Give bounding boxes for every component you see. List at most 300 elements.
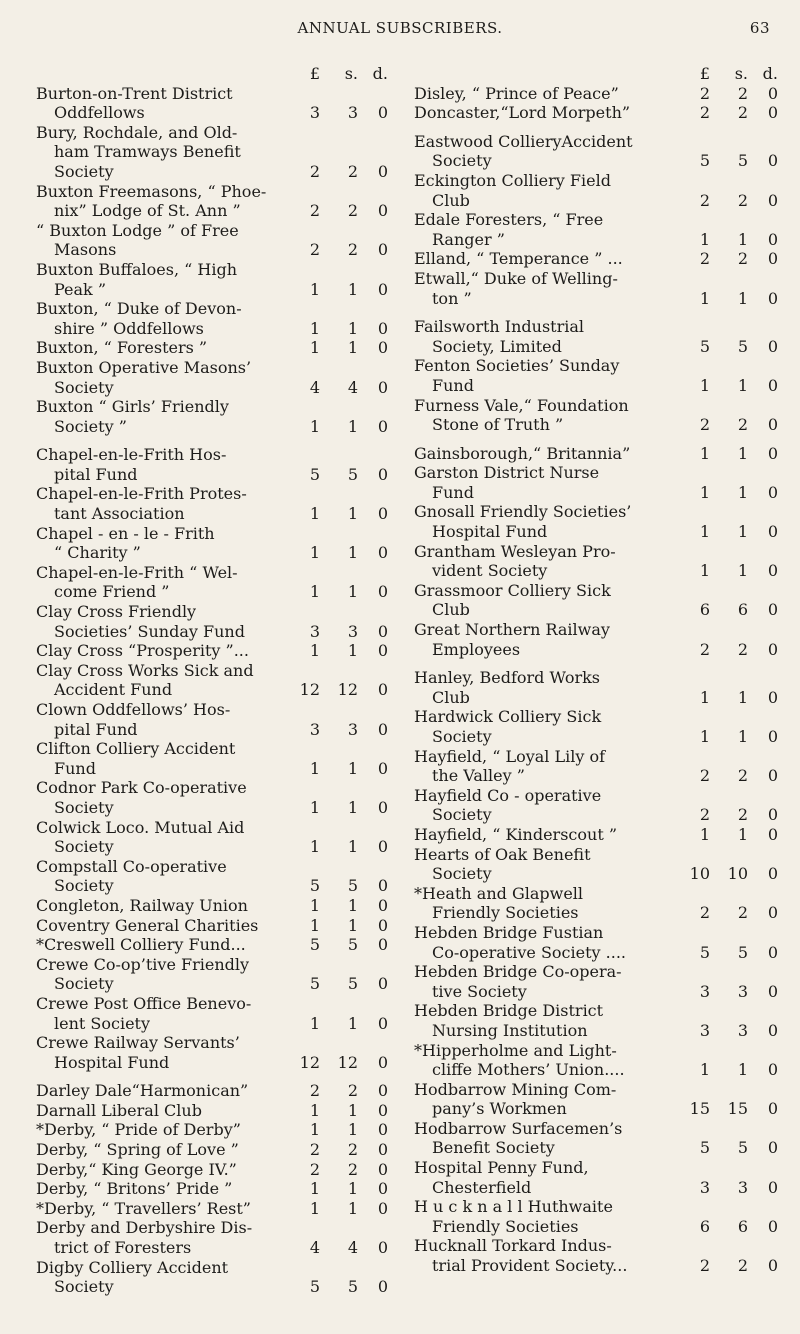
amount-pence: 0	[767, 229, 778, 249]
subscription-amount	[302, 1238, 390, 1258]
amount-shillings: 2	[737, 805, 748, 825]
pounds-header: £	[699, 64, 710, 83]
amount-pence: 0	[377, 201, 388, 221]
subscriber-name-continued: tant Association	[54, 504, 185, 524]
subscriber-name-continued: Society	[54, 161, 114, 181]
subscription-amount	[302, 378, 390, 398]
subscriber-entry	[36, 1033, 390, 1072]
amount-shillings: 2	[737, 190, 748, 210]
subscriber-entry	[414, 825, 780, 845]
subscription-amount	[692, 805, 780, 825]
subscription-amount	[692, 688, 780, 708]
amount-pence: 0	[377, 837, 388, 857]
subscription-amount	[689, 1099, 780, 1119]
amount-pounds: 2	[309, 1140, 320, 1160]
shillings-header: s.	[344, 64, 358, 83]
subscription-amount	[692, 903, 780, 923]
subscriber-name-continued: vident Society	[432, 561, 548, 581]
amount-pence: 0	[377, 318, 388, 338]
amount-pounds: 10	[689, 864, 710, 884]
subscriber-entry	[414, 171, 780, 210]
amount-pence: 0	[377, 719, 388, 739]
pounds-header: £	[309, 64, 320, 83]
subscriber-entry	[36, 661, 390, 700]
subscriber-name: Chapel-en-le-Frith Hos-	[36, 445, 227, 465]
amount-pounds: 2	[699, 805, 710, 825]
subscriber-name: Great Northern Railway	[414, 620, 610, 640]
subscriber-name: *Heath and Glapwell	[414, 883, 584, 903]
amount-shillings: 1	[737, 1060, 748, 1080]
amount-pounds: 2	[309, 1159, 320, 1179]
subscriber-name: Buxton Buffaloes, “ High	[36, 259, 237, 279]
subscriber-name: *Derby, “ Pride of Derby”	[36, 1120, 241, 1140]
amount-shillings: 1	[347, 758, 358, 778]
amount-pence: 0	[767, 288, 778, 308]
amount-pounds: 1	[699, 375, 710, 395]
amount-shillings: 5	[347, 464, 358, 484]
subscriber-name: Congleton, Railway Union	[36, 895, 248, 915]
subscriber-entry	[36, 338, 390, 358]
subscriber-entry	[36, 818, 390, 857]
amount-pence: 0	[767, 443, 778, 463]
subscriber-name-continued: “ Charity ”	[54, 543, 141, 563]
amount-shillings: 3	[347, 103, 358, 123]
amount-pence: 0	[377, 161, 388, 181]
subscriber-name-continued: Masons	[54, 240, 117, 260]
amount-pounds: 1	[309, 1179, 320, 1199]
subscriber-entry	[414, 1119, 780, 1158]
subscriber-name: Darnall Liberal Club	[36, 1100, 202, 1120]
subscriber-name: Compstall Co-operative	[36, 856, 227, 876]
amount-pence: 0	[767, 482, 778, 502]
subscriber-name-continued: Friendly Societies	[432, 903, 579, 923]
subscriber-name: Elland, “ Temperance ” ...	[414, 249, 623, 269]
subscriber-entry	[36, 1160, 390, 1180]
amount-shillings: 2	[737, 1256, 748, 1276]
subscriber-name: Hayfield, “ Kinderscout ”	[414, 824, 618, 844]
subscriber-name: Disley, “ Prince of Peace”	[414, 83, 619, 103]
amount-shillings: 1	[737, 443, 748, 463]
amount-pounds: 1	[699, 522, 710, 542]
subscription-amount	[302, 504, 390, 524]
amount-pounds: 1	[309, 895, 320, 915]
amount-pence: 0	[377, 1100, 388, 1120]
amount-pence: 0	[767, 864, 778, 884]
amount-pounds: 1	[309, 915, 320, 935]
subscriber-entry	[36, 778, 390, 817]
subscriber-name-continued: Society	[54, 876, 114, 896]
amount-shillings: 2	[737, 903, 748, 923]
amount-pence: 0	[767, 1138, 778, 1158]
subscriber-name-continued: pany’s Workmen	[432, 1099, 567, 1119]
amount-pence: 0	[767, 83, 778, 103]
amount-pounds: 4	[309, 1238, 320, 1258]
amount-shillings: 2	[737, 639, 748, 659]
subscriber-entry	[36, 1258, 390, 1297]
section-gap	[414, 123, 780, 132]
subscriber-name: Bury, Rochdale, and Old-	[36, 122, 238, 142]
subscriber-name: Hayfield, “ Loyal Lily of	[414, 746, 606, 766]
amount-pounds: 1	[699, 482, 710, 502]
pence-header: d.	[762, 64, 778, 83]
subscriber-entry	[36, 700, 390, 739]
subscriber-name-continued: ton ”	[432, 288, 472, 308]
amount-pence: 0	[377, 279, 388, 299]
subscriber-entry	[414, 668, 780, 707]
amount-pounds: 1	[699, 288, 710, 308]
amount-pounds: 1	[309, 758, 320, 778]
amount-pence: 0	[767, 903, 778, 923]
amount-pounds: 6	[699, 600, 710, 620]
amount-shillings: 1	[347, 543, 358, 563]
amount-pounds: 2	[309, 1081, 320, 1101]
amount-pounds: 5	[699, 151, 710, 171]
subscription-amount	[692, 337, 780, 357]
subscriber-name: Buxton Operative Masons’	[36, 357, 252, 377]
subscriber-name: Digby Colliery Accident	[36, 1257, 229, 1277]
subscriber-entry	[36, 1101, 390, 1121]
subscriber-name-continued: Club	[432, 190, 470, 210]
amount-pounds: 5	[699, 942, 710, 962]
amount-shillings: 1	[347, 895, 358, 915]
amount-pounds: 5	[699, 336, 710, 356]
subscriber-entry	[36, 524, 390, 563]
subscriber-name: Clown Oddfellows’ Hos-	[36, 700, 231, 719]
subscriber-entry	[36, 739, 390, 778]
amount-pence: 0	[377, 876, 388, 896]
amount-pounds: 1	[309, 797, 320, 817]
subscription-amount	[692, 943, 780, 963]
subscriber-entry	[414, 786, 780, 825]
amount-pence: 0	[377, 504, 388, 524]
amount-pence: 0	[767, 639, 778, 659]
subscription-amount	[692, 376, 780, 396]
section-gap	[414, 659, 780, 668]
subscriber-name: Failsworth Industrial	[414, 317, 585, 337]
subscription-amount	[302, 280, 390, 300]
subscriber-entry	[36, 358, 390, 397]
subscriber-name: Edale Foresters, “ Free	[414, 210, 604, 230]
amount-shillings: 1	[347, 338, 358, 358]
pence-header: d.	[372, 64, 388, 83]
subscriber-name: Derby and Derbyshire Dis-	[36, 1218, 253, 1238]
subscription-amount	[302, 1160, 390, 1180]
amount-pence: 0	[767, 727, 778, 746]
amount-pence: 0	[377, 621, 388, 641]
subscription-amount	[302, 543, 390, 563]
subscriber-name-continued: nix” Lodge of St. Ann ”	[54, 201, 241, 221]
subscriber-name: Colwick Loco. Mutual Aid	[36, 817, 245, 837]
subscription-amount	[692, 766, 780, 786]
subscription-amount	[302, 240, 390, 260]
subscriber-entry	[36, 484, 390, 523]
subscriber-name-continued: Fund	[432, 482, 474, 502]
subscriber-name-continued: Friendly Societies	[432, 1216, 579, 1236]
subscriber-name-continued: trial Provident Society...	[432, 1256, 628, 1276]
subscriber-name-continued: Chesterfield	[432, 1177, 532, 1197]
amount-pounds: 1	[699, 561, 710, 581]
amount-pence: 0	[377, 1120, 388, 1140]
section-gap	[414, 308, 780, 317]
amount-pence: 0	[377, 758, 388, 778]
subscriber-name-continued: Society	[54, 1277, 114, 1297]
subscription-amount	[299, 1052, 390, 1073]
amount-pounds: 3	[309, 103, 320, 123]
subscriber-name: Gnosall Friendly Societies’	[414, 502, 632, 522]
left-money-header	[36, 64, 390, 84]
subscriber-name: *Creswell Colliery Fund...	[36, 935, 246, 955]
amount-shillings: 3	[737, 1020, 748, 1040]
subscriber-entry	[36, 896, 390, 916]
subscriber-entry	[36, 955, 390, 994]
amount-pence: 0	[767, 103, 778, 123]
subscriber-entry	[414, 747, 780, 786]
subscriber-entry	[36, 1179, 390, 1199]
subscription-amount	[302, 916, 390, 936]
subscriber-name: Hanley, Bedford Works	[414, 668, 601, 688]
amount-pence: 0	[377, 641, 388, 661]
amount-shillings: 1	[737, 824, 748, 844]
subscription-amount	[692, 84, 780, 104]
amount-pence: 0	[377, 1081, 388, 1101]
subscriber-name-continued: Fund	[54, 758, 96, 778]
amount-pence: 0	[377, 543, 388, 563]
subscription-amount	[302, 162, 390, 182]
subscriber-entry	[36, 445, 390, 484]
amount-pence: 0	[767, 151, 778, 171]
subscriber-name: Derby, “ Spring of Love ”	[36, 1140, 239, 1160]
amount-pounds: 2	[309, 161, 320, 181]
amount-pence: 0	[767, 522, 778, 542]
amount-pence: 0	[377, 1140, 388, 1160]
subscriber-name-continued: Societies’ Sunday Fund	[54, 621, 245, 641]
amount-shillings: 15	[727, 1099, 748, 1119]
subscriber-name: Crewe Post Office Benevo-	[36, 993, 252, 1013]
subscriber-name: Buxton “ Girls’ Friendly	[36, 397, 229, 417]
subscriber-name: Hardwick Colliery Sick	[414, 707, 602, 727]
amount-pence: 0	[767, 942, 778, 962]
subscriber-entry	[36, 1081, 390, 1101]
amount-pounds: 6	[699, 1216, 710, 1236]
amount-shillings: 1	[347, 582, 358, 602]
amount-pounds: 1	[699, 443, 710, 463]
subscriber-entry	[36, 1140, 390, 1160]
amount-pounds: 1	[309, 543, 320, 563]
amount-pounds: 5	[309, 1277, 320, 1297]
amount-pounds: 1	[309, 1100, 320, 1120]
amount-shillings: 1	[737, 288, 748, 308]
amount-pence: 0	[767, 600, 778, 620]
amount-shillings: 3	[737, 1177, 748, 1197]
amount-shillings: 1	[737, 561, 748, 581]
subscriber-name: Derby,“ King George IV.”	[36, 1159, 237, 1179]
subscription-amount	[302, 1199, 390, 1219]
amount-shillings: 2	[347, 1159, 358, 1179]
subscriber-name: Grantham Wesleyan Pro-	[414, 541, 616, 561]
amount-pounds: 2	[699, 766, 710, 786]
subscription-amount	[302, 1120, 390, 1140]
subscription-amount	[692, 444, 780, 464]
amount-pence: 0	[377, 935, 388, 955]
amount-pence: 0	[767, 1020, 778, 1040]
amount-shillings: 10	[727, 864, 748, 884]
subscriber-name: Hebden Bridge District	[414, 1001, 604, 1021]
subscriber-name-continued: cliffe Mothers’ Union....	[432, 1060, 625, 1080]
subscriber-entry	[414, 463, 780, 502]
amount-shillings: 4	[347, 1238, 358, 1258]
amount-shillings: 3	[347, 719, 358, 739]
subscriber-entry	[36, 299, 390, 338]
subscription-amount	[302, 759, 390, 779]
amount-pence: 0	[767, 805, 778, 825]
subscriber-entry	[414, 845, 780, 884]
subscriber-name: Chapel-en-le-Frith Protes-	[36, 484, 247, 504]
amount-shillings: 1	[347, 416, 358, 436]
subscriber-name: Crewe Railway Servants’	[36, 1033, 240, 1053]
amount-pence: 0	[767, 415, 778, 435]
amount-pence: 0	[377, 974, 388, 994]
subscriber-name-continued: tive Society	[432, 981, 527, 1001]
subscriber-name-continued: Hospital Fund	[432, 522, 548, 542]
subscriber-entry	[36, 994, 390, 1033]
subscription-amount	[692, 522, 780, 542]
subscriber-name: Clay Cross Works Sick and	[36, 660, 254, 680]
subscriber-name-continued: ham Tramways Benefit	[54, 142, 241, 162]
subscription-amount	[692, 1021, 780, 1041]
subscriber-name: Hodbarrow Surfacemen’s	[414, 1118, 623, 1138]
subscriber-name: *Derby, “ Travellers’ Rest”	[36, 1198, 251, 1218]
subscriber-name: Clifton Colliery Accident	[36, 739, 236, 759]
subscription-amount	[302, 622, 390, 642]
amount-shillings: 1	[347, 1100, 358, 1120]
subscriber-name: Burton-on-Trent District	[36, 83, 233, 103]
amount-pounds: 1	[699, 687, 710, 707]
amount-pence: 0	[377, 1159, 388, 1179]
amount-pence: 0	[767, 336, 778, 356]
subscription-amount	[692, 1217, 780, 1237]
amount-pounds: 1	[309, 1198, 320, 1218]
amount-pence: 0	[767, 981, 778, 1001]
amount-shillings: 2	[737, 766, 748, 786]
amount-shillings: 3	[347, 621, 358, 641]
subscriber-name: Gainsborough,“ Britannia”	[414, 443, 631, 463]
amount-pounds: 1	[309, 641, 320, 661]
amount-shillings: 5	[737, 942, 748, 962]
amount-pounds: 3	[699, 1177, 710, 1197]
subscriber-entry	[414, 444, 780, 464]
amount-pounds: 2	[699, 639, 710, 659]
amount-shillings: 1	[347, 1120, 358, 1140]
subscriber-name: Eastwood CollieryAccident	[414, 131, 633, 151]
subscriber-name-continued: Oddfellows	[54, 103, 145, 123]
subscription-amount	[302, 103, 390, 123]
subscriber-name-continued: Society	[432, 864, 492, 884]
subscriber-name-continued: Fund	[432, 375, 474, 395]
subscriber-name-continued: Nursing Institution	[432, 1020, 588, 1040]
subscription-amount	[302, 1101, 390, 1121]
shillings-header: s.	[734, 64, 748, 83]
subscriber-name-continued: pital Fund	[54, 464, 138, 484]
right-column	[414, 64, 780, 1276]
amount-shillings: 4	[347, 377, 358, 397]
subscription-amount	[692, 1060, 780, 1080]
amount-shillings: 1	[347, 1179, 358, 1199]
subscriber-entry	[414, 132, 780, 171]
amount-pounds: 1	[699, 229, 710, 249]
amount-pounds: 2	[309, 201, 320, 221]
amount-pence: 0	[767, 824, 778, 844]
amount-pounds: 2	[699, 1256, 710, 1276]
subscription-amount	[692, 727, 780, 747]
subscription-amount	[302, 876, 390, 896]
amount-pence: 0	[377, 582, 388, 602]
subscriber-entry	[414, 269, 780, 308]
amount-pounds: 5	[309, 935, 320, 955]
subscriber-name: Hearts of Oak Benefit	[414, 844, 591, 864]
subscription-amount	[302, 417, 390, 437]
subscription-amount	[692, 1178, 780, 1198]
amount-shillings: 2	[737, 415, 748, 435]
subscription-amount	[692, 151, 780, 171]
subscription-amount	[302, 837, 390, 857]
amount-pence: 0	[767, 766, 778, 786]
subscription-amount	[692, 561, 780, 581]
subscription-amount	[302, 1014, 390, 1034]
amount-pence: 0	[377, 915, 388, 935]
right-money-header	[414, 64, 780, 84]
subscriber-name-continued: Employees	[432, 639, 521, 659]
amount-pounds: 1	[309, 416, 320, 436]
subscriber-name-continued: Society	[432, 151, 492, 171]
subscriber-entry	[414, 707, 780, 746]
subscriber-name: Crewe Co-op’tive Friendly	[36, 954, 250, 974]
amount-pounds: 5	[309, 876, 320, 896]
amount-pounds: 1	[699, 727, 710, 746]
amount-pounds: 5	[309, 464, 320, 484]
subscriber-entry	[36, 1120, 390, 1140]
subscription-amount	[689, 864, 780, 884]
amount-pence: 0	[767, 1256, 778, 1276]
subscriber-name: Hospital Penny Fund,	[414, 1158, 589, 1178]
subscription-amount	[692, 600, 780, 620]
amount-shillings: 2	[347, 1140, 358, 1160]
amount-shillings: 1	[347, 279, 358, 299]
amount-shillings: 6	[737, 1216, 748, 1236]
amount-shillings: 1	[737, 229, 748, 249]
subscriber-name-continued: Ranger ”	[432, 229, 505, 249]
subscription-amount	[302, 974, 390, 994]
subscriber-name-continued: the Valley ”	[432, 766, 525, 786]
subscriber-name: Hayfield Co - operative	[414, 785, 602, 805]
subscriber-entry	[414, 317, 780, 356]
subscriber-entry	[36, 182, 390, 221]
subscriber-name: H u c k n a l l Huthwaite	[414, 1197, 613, 1217]
subscriber-name-continued: Society ”	[54, 416, 127, 436]
subscriber-name-continued: Society	[54, 974, 114, 994]
amount-pounds: 3	[309, 719, 320, 739]
amount-pence: 0	[377, 797, 388, 817]
subscriber-name: Buxton, “ Foresters ”	[36, 338, 208, 358]
subscriber-name: Hebden Bridge Fustian	[414, 922, 604, 942]
amount-pence: 0	[377, 1198, 388, 1218]
amount-pounds: 2	[309, 240, 320, 260]
subscriber-entry	[36, 916, 390, 936]
amount-shillings: 1	[737, 687, 748, 707]
subscription-amount	[302, 1081, 390, 1101]
amount-shillings: 5	[347, 876, 358, 896]
amount-pounds: 12	[299, 680, 320, 700]
subscription-amount	[302, 935, 390, 955]
